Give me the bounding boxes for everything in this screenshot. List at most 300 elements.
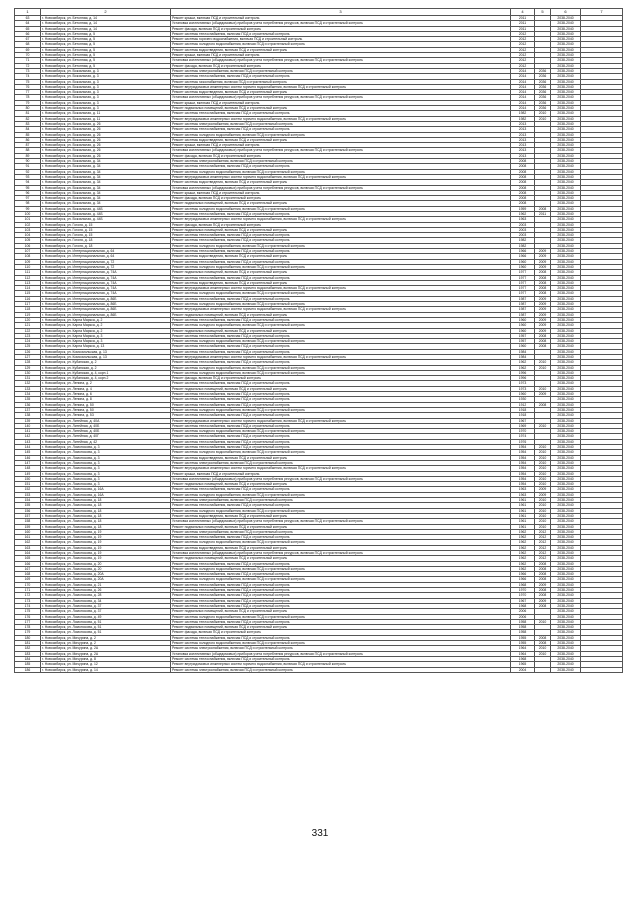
table-cell: 100 — [15, 211, 41, 216]
table-cell: Ремонт внутридомовых инженерных систем горячего водоснабжения, включая ПСД и строительный контроль — [171, 217, 511, 222]
table-cell: 152 — [15, 487, 41, 492]
table-cell: 88 — [15, 148, 41, 153]
table-cell: 1960 — [511, 392, 535, 397]
table-cell: 2010 — [535, 476, 551, 481]
table-cell: Ремонт системы теплоснабжения, включая ПСД и строительный контроль — [171, 296, 511, 301]
table-cell: 82 — [15, 116, 41, 121]
table-cell: г. Новосибирск, ул. Комсомольская, д. 13 — [41, 355, 171, 360]
table-cell: Ремонт системы электроснабжения, включая ПСД и строительный контроль — [171, 498, 511, 503]
table-cell: г. Новосибирск, ул. Вокзальная, д. 44Б — [41, 217, 171, 222]
table-cell: 2038-2040 — [551, 243, 581, 248]
table-cell: Ремонт системы теплоснабжения, включая ПСД и строительный контроль — [171, 381, 511, 386]
table-cell: Ремонт системы водоотведения, включая ПСД и строительный контроль — [171, 455, 511, 460]
table-cell: г. Новосибирск, ул. Ломоносова, д. 16А — [41, 492, 171, 497]
table-cell: 2008 — [535, 588, 551, 593]
table-cell: г. Новосибирск, ул. Ломоносова, д. 51 — [41, 625, 171, 630]
table-cell: 1982 — [511, 238, 535, 243]
table-cell: 92 — [15, 169, 41, 174]
table-cell: 2038-2040 — [551, 180, 581, 185]
table-cell: 2004 — [511, 667, 535, 672]
table-cell: 1977 — [511, 270, 535, 275]
table-cell: 1960 — [511, 344, 535, 349]
table-cell: Ремонт системы теплоснабжения, включая ПСД и строительный контроль — [171, 423, 511, 428]
table-cell: 1996 — [511, 376, 535, 381]
table-cell: 143 — [15, 439, 41, 444]
table-cell: г. Новосибирск, ул. Литейная, д. 40Б — [41, 423, 171, 428]
table-cell: 1962 — [511, 540, 535, 545]
table-cell: Ремонт системы электроснабжения, включая ПСД и строительный контроль — [171, 68, 511, 73]
table-cell: 93 — [15, 174, 41, 179]
table-cell: 162 — [15, 540, 41, 545]
table-cell: 2012 — [535, 535, 551, 540]
table-cell: Ремонт системы электроснабжения, включая ПСД и строительный контроль — [171, 529, 511, 534]
table-cell: 1982 — [511, 111, 535, 116]
table-cell: 2038-2040 — [551, 137, 581, 142]
table-cell: Ремонт фасада, включая ПСД и строительный контроль — [171, 196, 511, 201]
table-cell: г. Новосибирск, ул. Вокзальная, д. 26 — [41, 153, 171, 158]
table-cell: 1954 — [511, 450, 535, 455]
table-cell: 1962 — [511, 529, 535, 534]
table-cell: 66 — [15, 31, 41, 36]
table-cell: 65 — [15, 26, 41, 31]
table-cell: 1987 — [511, 302, 535, 307]
table-cell: 109 — [15, 259, 41, 264]
table-cell: 2038-2040 — [551, 656, 581, 661]
table-cell: 137 — [15, 407, 41, 412]
table-cell: 123 — [15, 333, 41, 338]
table-cell: 1955 — [511, 635, 535, 640]
table-cell: г. Новосибирск, ул. Вокзальная, д. 26 — [41, 127, 171, 132]
table-cell: Ремонт подвальных помещений, включая ПСД и строительный контроль — [171, 328, 511, 333]
table-cell: г. Новосибирск, ул. Бетонная, д. 14 — [41, 26, 171, 31]
table-cell: г. Новосибирск, ул. Вокзальная, д. 26 — [41, 137, 171, 142]
table-cell: 2036 — [535, 95, 551, 100]
table-cell: Ремонт подвальных помещений, включая ПСД и строительный контроль — [171, 312, 511, 317]
table-cell: 2008 — [535, 577, 551, 582]
table-cell: Ремонт системы теплоснабжения, включая ПСД и строительный контроль — [171, 211, 511, 216]
table-cell: 164 — [15, 550, 41, 555]
table-cell: Ремонт системы электроснабжения, включая ПСД и строительный контроль — [171, 460, 511, 465]
table-cell: 2013 — [511, 121, 535, 126]
table-cell: г. Новосибирск, ул. Ломоносова, д. 18 — [41, 513, 171, 518]
table-cell: 2038-2040 — [551, 603, 581, 608]
table-cell: г. Новосибирск, ул. Интернациональная, д. 86Б — [41, 302, 171, 307]
table-cell: 1954 — [511, 466, 535, 471]
table-cell: 2038-2040 — [551, 492, 581, 497]
table-cell: 77 — [15, 90, 41, 95]
table-cell: 2038-2040 — [551, 275, 581, 280]
table-cell: г. Новосибирск, ул. Ломоносова, д. 20А — [41, 577, 171, 582]
table-cell: 129 — [15, 365, 41, 370]
table-cell: 2038-2040 — [551, 386, 581, 391]
table-cell: 2012 — [511, 63, 535, 68]
table-cell: 113 — [15, 280, 41, 285]
table-cell: 2012 — [535, 556, 551, 561]
table-cell: 2038-2040 — [551, 662, 581, 667]
table-cell: Ремонт системы теплоснабжения, включая ПСД и строительный контроль — [171, 598, 511, 603]
table-cell: 2038-2040 — [551, 593, 581, 598]
table-cell: 1962 — [511, 535, 535, 540]
table-cell: 1982 — [511, 116, 535, 121]
table-cell: Ремонт системы теплоснабжения, включая ПСД и строительный контроль — [171, 656, 511, 661]
table-cell: 2013 — [511, 127, 535, 132]
table-cell: г. Новосибирск, ул. Вокзальная, д. 3 — [41, 74, 171, 79]
table-cell: Ремонт системы холодного водоснабжения, включая ПСД и строительный контроль — [171, 429, 511, 434]
table-cell: 63 — [15, 16, 41, 21]
table-cell: Ремонт системы теплоснабжения, включая ПСД и строительный контроль — [171, 164, 511, 169]
table-cell: 1958 — [511, 630, 535, 635]
table-cell: 1968 — [511, 603, 535, 608]
table-cell: 71 — [15, 58, 41, 63]
table-cell: 2038-2040 — [551, 291, 581, 296]
table-cell: 1961 — [511, 524, 535, 529]
table-cell: 1918 — [511, 407, 535, 412]
table-cell: 2036 — [535, 84, 551, 89]
table-cell: 2038-2040 — [551, 286, 581, 291]
table-cell: г. Новосибирск, ул. Ленина, д. 6 — [41, 392, 171, 397]
table-cell: 2038-2040 — [551, 503, 581, 508]
table-cell: Ремонт фасада, включая ПСД и строительный контроль — [171, 26, 511, 31]
table-cell: 95 — [15, 185, 41, 190]
table-cell: 140 — [15, 423, 41, 428]
table-cell: 2038-2040 — [551, 487, 581, 492]
table-cell: 2038-2040 — [551, 476, 581, 481]
table-cell: 2011 — [511, 16, 535, 21]
table-cell: 2010 — [535, 482, 551, 487]
column-header: 6 — [551, 9, 581, 16]
table-cell: 186 — [15, 667, 41, 672]
table-cell: Ремонт системы теплоснабжения, включая ПСД и строительный контроль — [171, 588, 511, 593]
table-cell: г. Новосибирск, ул. Вокзальная, д. 26 — [41, 121, 171, 126]
table-cell: г. Новосибирск, ул. Вокзальная, д. 34 — [41, 190, 171, 195]
table-cell: 126 — [15, 349, 41, 354]
table-cell: 1968 — [511, 656, 535, 661]
table-cell: 2038-2040 — [551, 307, 581, 312]
table-cell: Ремонт системы теплоснабжения, включая ПСД и строительный контроль — [171, 249, 511, 254]
table-cell: 2038-2040 — [551, 466, 581, 471]
table-cell: 2008 — [535, 280, 551, 285]
table-cell: Ремонт подвальных помещений, включая ПСД и строительный контроль — [171, 556, 511, 561]
table-cell: 2038-2040 — [551, 471, 581, 476]
table-cell: 2038-2040 — [551, 90, 581, 95]
table-cell: г. Новосибирск, ул. Бетонная, д. 5 — [41, 31, 171, 36]
table-cell: 2038-2040 — [551, 344, 581, 349]
table-cell: 2008 — [511, 169, 535, 174]
table-cell: 156 — [15, 508, 41, 513]
table-cell: 2006 — [511, 609, 535, 614]
table-cell: 119 — [15, 312, 41, 317]
table-cell: 2014 — [511, 68, 535, 73]
table-cell: Ремонт системы теплоснабжения, включая ПСД и строительный контроль — [171, 402, 511, 407]
table-cell: 2008 — [535, 333, 551, 338]
column-header: 7 — [581, 9, 623, 16]
table-cell: г. Новосибирск, ул. Вокзальная, д. 3 — [41, 90, 171, 95]
table-cell: 2009 — [535, 323, 551, 328]
table-cell: Ремонт системы водоотведения, включая ПСД и строительный контроль — [171, 47, 511, 52]
table-cell: 2038-2040 — [551, 127, 581, 132]
table-cell: 176 — [15, 614, 41, 619]
table-cell: Ремонт крыши, включая ПСД и строительный контроль — [171, 53, 511, 58]
table-cell: 149 — [15, 471, 41, 476]
table-cell: г. Новосибирск, ул. Бетонная, д. 5 — [41, 47, 171, 52]
table-cell: 1960 — [511, 259, 535, 264]
table-cell: 2038-2040 — [551, 598, 581, 603]
table-cell: 1957 — [511, 339, 535, 344]
table-cell: 151 — [15, 482, 41, 487]
table-cell: 147 — [15, 460, 41, 465]
table-cell: 1962 — [511, 566, 535, 571]
table-cell: 174 — [15, 603, 41, 608]
table-cell: г. Новосибирск, ул. Интернациональная, д. 64 — [41, 254, 171, 259]
table-cell: 2038-2040 — [551, 153, 581, 158]
table-cell: г. Новосибирск, ул. Интернациональная, д. 74А — [41, 270, 171, 275]
table-cell: 1967 — [511, 598, 535, 603]
table-cell: 105 — [15, 238, 41, 243]
table-cell: 2010 — [535, 445, 551, 450]
table-cell: г. Новосибирск, ул. Гоголя, д. 15 — [41, 233, 171, 238]
table-cell: 2009 — [535, 302, 551, 307]
table-cell: 1954 — [511, 471, 535, 476]
table-cell: 2010 — [535, 651, 551, 656]
table-cell: г. Новосибирск, ул. Литейная, д. 42 — [41, 439, 171, 444]
table-cell: Ремонт системы теплоснабжения, включая ПСД и строительный контроль — [171, 397, 511, 402]
table-cell: г. Новосибирск, ул. Бетонная, д. 14 — [41, 16, 171, 21]
table-cell: 90 — [15, 159, 41, 164]
table-cell: 2038-2040 — [551, 302, 581, 307]
table-cell: г. Новосибирск, ул. Ломоносова, д. 18 — [41, 508, 171, 513]
table-cell: г. Новосибирск, ул. Вокзальная, д. 3 — [41, 100, 171, 105]
table-cell: 2010 — [535, 365, 551, 370]
table-cell: 85 — [15, 132, 41, 137]
table-cell: Ремонт системы теплоснабжения, включая ПСД и строительный контроль — [171, 503, 511, 508]
table-cell: 1967 — [511, 418, 535, 423]
table-cell: 2038-2040 — [551, 47, 581, 52]
table-cell: г. Новосибирск, ул. Карла Маркса, д. 2 — [41, 323, 171, 328]
table-cell: 1974 — [511, 434, 535, 439]
table-cell: г. Новосибирск, ул. Ломоносова, д. 37 — [41, 609, 171, 614]
table-cell: 1957 — [511, 333, 535, 338]
table-cell: Установка коллективных (общедомовых) приборов учета потребления ресурсов, включая ПСД и строительный контроль — [171, 550, 511, 555]
table-cell: 118 — [15, 307, 41, 312]
table-cell: 2012 — [535, 540, 551, 545]
table-cell: 2008 — [535, 572, 551, 577]
table-cell: 2038-2040 — [551, 323, 581, 328]
table-cell: 2038-2040 — [551, 418, 581, 423]
table-cell: Установка коллективных (общедомовых) приборов учета потребления ресурсов, включая ПСД и строительный контроль — [171, 95, 511, 100]
table-cell: 1960 — [511, 328, 535, 333]
table-cell: 116 — [15, 296, 41, 301]
table-cell: 2038-2040 — [551, 106, 581, 111]
table-cell: Ремонт системы теплоснабжения, включая ПСД и строительный контроль — [171, 603, 511, 608]
table-cell: 2010 — [535, 466, 551, 471]
table-cell: 106 — [15, 243, 41, 248]
table-cell: г. Новосибирск, ул. Интернациональная, д. 86Б — [41, 296, 171, 301]
table-cell: г. Новосибирск, ул. Гоголя, д. 18 — [41, 238, 171, 243]
table-cell: г. Новосибирск, ул. Вокзальная, д. 3 — [41, 79, 171, 84]
table-cell: Ремонт системы холодного водоснабжения, включая ПСД и строительный контроль — [171, 492, 511, 497]
table-cell: 2038-2040 — [551, 217, 581, 222]
table-cell: 72 — [15, 63, 41, 68]
table-cell: 2008 — [535, 641, 551, 646]
table-cell: г. Новосибирск, ул. Кубанская, д. 2 — [41, 360, 171, 365]
table-cell: Ремонт системы теплоснабжения, включая ПСД и строительный контроль — [171, 344, 511, 349]
table-cell: 2038-2040 — [551, 53, 581, 58]
table-cell: 1958 — [511, 625, 535, 630]
table-cell: 99 — [15, 206, 41, 211]
table-cell: Ремонт внутридомовых инженерных систем горячего водоснабжения, включая ПСД и строительный контроль — [171, 84, 511, 89]
table-cell: 2010 — [535, 360, 551, 365]
table-cell: Ремонт внутридомовых инженерных систем горячего водоснабжения, включая ПСД и строительный контроль — [171, 286, 511, 291]
page-number: 331 — [311, 828, 329, 839]
table-cell: 2038-2040 — [551, 429, 581, 434]
table-cell: Ремонт системы холодного водоснабжения, включая ПСД и строительный контроль — [171, 339, 511, 344]
table-cell: Ремонт внутридомовых инженерных систем горячего водоснабжения, включая ПСД и строительный контроль — [171, 116, 511, 121]
table-cell: г. Новосибирск, ул. Бетонная, д. 5 — [41, 58, 171, 63]
table-cell: 2038-2040 — [551, 63, 581, 68]
table-cell: 87 — [15, 143, 41, 148]
table-cell: 2038-2040 — [551, 445, 581, 450]
table-cell: 2008 — [511, 180, 535, 185]
table-cell: г. Новосибирск, ул. Ломоносова, д. 18 — [41, 519, 171, 524]
table-cell: 91 — [15, 164, 41, 169]
table-cell: 80 — [15, 106, 41, 111]
table-cell: г. Новосибирск, ул. Ломоносова, д. 18 — [41, 498, 171, 503]
table-cell: 1964 — [511, 651, 535, 656]
table-cell: Ремонт системы теплоснабжения, включая ПСД и строительный контроль — [171, 413, 511, 418]
table-cell: 2038-2040 — [551, 360, 581, 365]
table-cell: 2012 — [535, 550, 551, 555]
table-cell: 2038-2040 — [551, 296, 581, 301]
table-cell: г. Новосибирск, ул. Вокзальная, д. 34 — [41, 201, 171, 206]
table-cell: 181 — [15, 641, 41, 646]
table-cell: 2038-2040 — [551, 566, 581, 571]
table-cell: 2038-2040 — [551, 540, 581, 545]
table-cell: 2038-2040 — [551, 577, 581, 582]
table-cell: 1958 — [511, 619, 535, 624]
table-cell: г. Новосибирск, ул. Вокзальная, д. 3 — [41, 68, 171, 73]
table-cell: 2038-2040 — [551, 159, 581, 164]
table-cell: 1968 — [511, 582, 535, 587]
table-cell: Установка коллективных (общедомовых) приборов учета потребления ресурсов, включая ПСД и строительный контроль — [171, 519, 511, 524]
table-cell: Ремонт системы теплоснабжения, включая ПСД и строительный контроль — [171, 111, 511, 116]
table-cell: Ремонт подвальных помещений, включая ПСД и строительный контроль — [171, 201, 511, 206]
table-cell: 178 — [15, 625, 41, 630]
table-cell: 2038-2040 — [551, 222, 581, 227]
table-cell: 2038-2040 — [551, 249, 581, 254]
table-cell: 2003 — [511, 227, 535, 232]
table-cell: 2038-2040 — [551, 413, 581, 418]
table-cell: г. Новосибирск, ул. Ломоносова, д. 3 — [41, 460, 171, 465]
table-cell: 2008 — [535, 344, 551, 349]
table-cell: г. Новосибирск, ул. Комсомольская, д. 13 — [41, 349, 171, 354]
table-cell: Ремонт системы холодного водоснабжения, включая ПСД и строительный контроль — [171, 243, 511, 248]
table-cell: 2038-2040 — [551, 508, 581, 513]
table-cell: Ремонт фасада, включая ПСД и строительный контроль — [171, 63, 511, 68]
table-cell: г. Новосибирск, ул. Ломоносова, д. 16А — [41, 487, 171, 492]
table-cell: 2038-2040 — [551, 588, 581, 593]
table-cell: 2038-2040 — [551, 333, 581, 338]
table-cell: Ремонт системы теплоснабжения, включая ПСД и строительный контроль — [171, 275, 511, 280]
table-cell: г. Новосибирск, ул. Ломоносова, д. 19 — [41, 529, 171, 534]
table-cell: 1959 — [511, 206, 535, 211]
table-cell: 2038-2040 — [551, 609, 581, 614]
table-cell: 145 — [15, 450, 41, 455]
table-cell: 2038-2040 — [551, 26, 581, 31]
table-cell: 1962 — [511, 211, 535, 216]
table-cell: г. Новосибирск, ул. Интернациональная, д. 72 — [41, 264, 171, 269]
table-cell: г. Новосибирск, ул. Ломоносова, д. 26 — [41, 588, 171, 593]
table-cell: 2009 — [535, 312, 551, 317]
table-cell: 2008 — [511, 159, 535, 164]
table-cell: 1955 — [511, 641, 535, 646]
table-cell: г. Новосибирск, ул. Ломоносова, д. 34 — [41, 598, 171, 603]
table-cell: г. Новосибирск, ул. Ленина, д. 2 — [41, 381, 171, 386]
table-cell: Ремонт внутридомовых инженерных систем горячего водоснабжения, включая ПСД и строительный контроль — [171, 307, 511, 312]
table-cell: Ремонт системы теплоснабжения, включая ПСД и строительный контроль — [171, 572, 511, 577]
table-cell: г. Новосибирск, ул. Ломоносова, д. 49 — [41, 614, 171, 619]
table-cell: г. Новосибирск, ул. Вокзальная, д. 34 — [41, 180, 171, 185]
table-cell: г. Новосибирск, ул. Ломоносова, д. 19 — [41, 540, 171, 545]
table-cell: 2038-2040 — [551, 572, 581, 577]
table-cell: Ремонт крыши, включая ПСД и строительный контроль — [171, 16, 511, 21]
table-cell: 170 — [15, 582, 41, 587]
table-cell: 2003 — [511, 222, 535, 227]
table-cell: 175 — [15, 609, 41, 614]
table-cell: 81 — [15, 111, 41, 116]
table-cell: г. Новосибирск, ул. Интернациональная, д. 64 — [41, 249, 171, 254]
table-cell: г. Новосибирск, ул. Интернациональная, д. 72 — [41, 259, 171, 264]
table-cell: г. Новосибирск, ул. Вокзальная, д. 34 — [41, 196, 171, 201]
table-cell: 2038-2040 — [551, 111, 581, 116]
table-cell: Ремонт системы теплоснабжения, включая ПСД и строительный контроль — [171, 74, 511, 79]
table-cell: 1984 — [511, 349, 535, 354]
table-cell: 2038-2040 — [551, 174, 581, 179]
table-cell: 2036 — [535, 90, 551, 95]
table-cell: 2038-2040 — [551, 625, 581, 630]
table-cell: 2038-2040 — [551, 407, 581, 412]
table-cell: 84 — [15, 127, 41, 132]
table-cell: 2038-2040 — [551, 270, 581, 275]
table-cell: 2038-2040 — [551, 148, 581, 153]
table-cell: Ремонт внутридомовых инженерных систем горячего водоснабжения, включая ПСД и строительный контроль — [171, 174, 511, 179]
table-cell: 1987 — [511, 312, 535, 317]
table-cell: 2038-2040 — [551, 312, 581, 317]
table-cell: 2009 — [535, 392, 551, 397]
table-cell: Ремонт системы холодного водоснабжения, включая ПСД и строительный контроль — [171, 42, 511, 47]
table-cell: 2008 — [535, 286, 551, 291]
table-cell: 1962 — [511, 561, 535, 566]
table-cell: 2038-2040 — [551, 397, 581, 402]
table-cell: 2010 — [535, 524, 551, 529]
table-cell: г. Новосибирск, ул. Карла Маркса, д. 2 — [41, 328, 171, 333]
table-cell: 1984 — [511, 355, 535, 360]
table-cell: 2003 — [511, 233, 535, 238]
table-cell: г. Новосибирск, ул. Мичурина, д. 2 — [41, 641, 171, 646]
table-cell: 2038-2040 — [551, 238, 581, 243]
table-cell: г. Новосибирск, ул. Мичурина, д. 14 — [41, 667, 171, 672]
table-cell: г. Новосибирск, ул. Ломоносова, д. 19 — [41, 545, 171, 550]
table-cell: 2038-2040 — [551, 211, 581, 216]
table-cell: 2038-2040 — [551, 513, 581, 518]
table-cell: 2038-2040 — [551, 74, 581, 79]
table-cell: Ремонт системы водоотведения, включая ПСД и строительный контроль — [171, 280, 511, 285]
table-cell: 2038-2040 — [551, 355, 581, 360]
table-cell: Ремонт системы теплоснабжения, включая ПСД и строительный контроль — [171, 487, 511, 492]
table-cell: г. Новосибирск, ул. Ломоносова, д. 20 — [41, 566, 171, 571]
table-cell: 2036 — [535, 106, 551, 111]
table-cell: 1930 — [511, 397, 535, 402]
table-cell: г. Новосибирск, ул. Интернациональная, д. 74А — [41, 280, 171, 285]
